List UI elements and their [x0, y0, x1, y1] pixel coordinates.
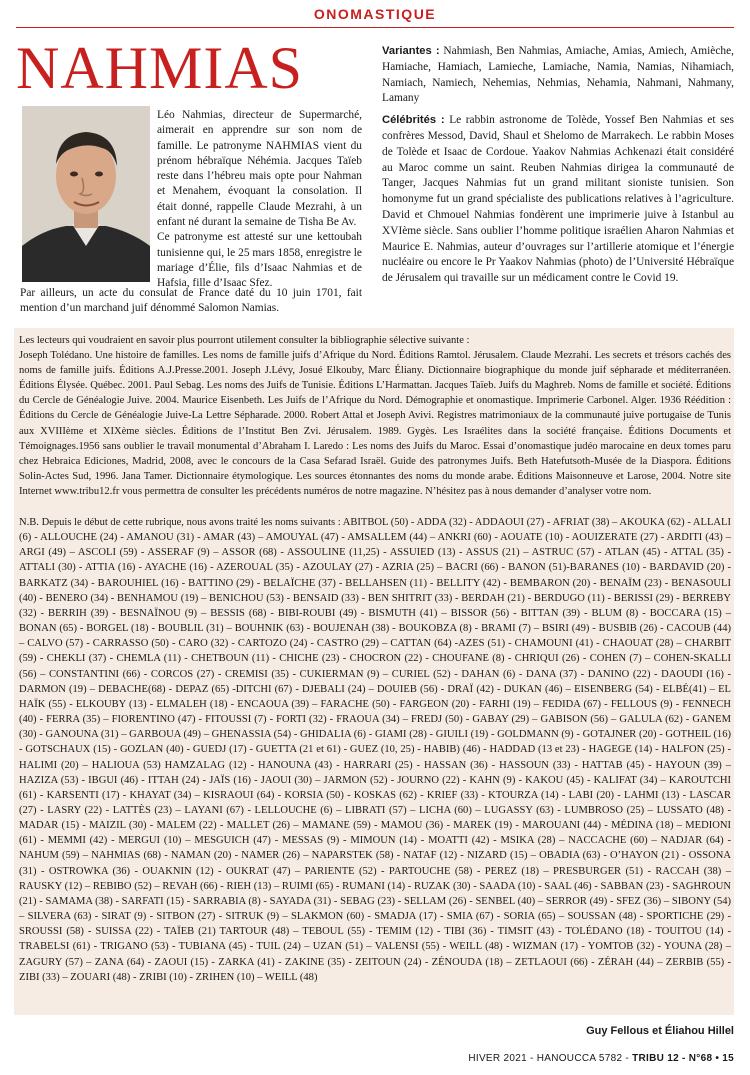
bio-text	[157, 108, 362, 292]
bio-paragraph: Léo Nahmias, directeur de Supermarché, aimerait en apprendre sur son nom de famille. Le patronyme NAHMIAS vient du prénom hébraïque Néhémia. Jacques Taïeb reste dans l’hébreu mais opte pour Nahman et Menahem, évoquant la consolation. Il était donné, rappelle Claude Mezrahi, à un enfant né durant la semaine de Tisha Be Av.	[157, 109, 362, 229]
right-column	[382, 44, 734, 293]
celebrities-text: Le rabbin astronome de Tolède, Yossef Ben Nahmias et ses confrères Messod, David, Shaul et Shelomo de Marrakech. Le rabbin Moses de Tolède et Isaac de Cordoue. Yaakov Nahmias Achkenazi était considéré au Maroc comme un saint. Reuben Nahmias dirigea la communauté de Tanger, Jacques Nahmias fut un grand militant sioniste tunisien. Son homonyme fut un grand spécialiste des publications relatives à l’agriculture. David et Chmouel Nahmias fondèrent une imprimerie juive à Istanbul au XVIème siècle. Sans oublier l’homme politique israélien Aharon Nahmias et Maurice E. Nahmias, auteur d’ouvrages sur l’artillerie atomique et l’énergie nucléaire ou encore le Pr Yaakov Nahmias (photo) de l’Université Hébraïque de Jérusalem qui travaille sur un médicament contre le Covid 19.	[382, 114, 734, 285]
treated-names-list: N.B. Depuis le début de cette rubrique, nous avons traité les noms suivants : ABITBOL (50) - ADDA (32) - ADDAOUI (27) - AFRIAT (38) – AKOUKA (62) - ALLALI (6) - ALLOUCHE (24) - AMANOU (31) - AMAR (43) – AMOUYAL (47) - AMSALLEM (44) – ANKRI (60) - AOUATE (10) - AOUIZERATE (27) - ARDITI (43) – ARGI (49) – ASCOLI (59) - ASSERAF (9) – ASSOR (68) - ASSOULINE (11,25) - ASSUIED (13) - ASSUS (21) – ASTRUC (57) - ATLAN (45) - ATTAL (35) - ATTALI (30) - ATTIA (16) - AYACHE (16) - AZEROUAL (35) - AZOULAY (27) - AZRIA (25) – BACRI (66) - BANON (51)-BARANES (10) - BARDAVID (20) - BARKATZ (34) - BAROUHIEL (16) - BATTINO (29) - BELAÏCHE (37) - BELLAHSEN (11) - BELLITY (42) - BEMBARON (20) - BENAÏM (23) - BENASOULI (40) - BENERO (34) - BENHAMOU (19) – BENICHOU (53) - BENSAID (33) - BEN SHITRIT (33) - BERDAH (21) - BERDUGO (11) - BERISSI (29) - BERREBY (32) - BERRIH (39) - BESNAÏNOU (9) – BESSIS (68) - BIBI-ROUBI (49) - BISMUTH (41) – BISSOR (56) - BITTAN (39) - BLUM (8) - BOCCARA (15) – BONAN (65) - BORGEL (18) - BOUBLIL (31) – BOUHNIK (63) - BOUJENAH (38) - BOUKOBZA (8) - BRAMI (7) – BSIRI (49) - BUSBIB (26) - CACOUB (44) – CALVO (57) - CARRASSO (50) - CARO (32) - CARTOZO (24) - CASTRO (29) – CATTAN (64) -AZES (51) - CHAMOUNI (41) - CHAOUAT (28) – CHARBIT (59) - CHEKLI (37) - CHEMLA (11) - CHETBOUN (11) - CHICHE (23) - CHOCRON (22) - CHOUFANE (8) - CHRIQUI (26) - COHEN (7) – COHEN-SKALLI (56) – CONSTANTINI (66) - CORCOS (27) - CREMISI (35) - CUKIERMAN (9) – CURIEL (52) - DAHAN (6) - DANA (37) - DANINO (22) - DAOUDI (16) - DARMON (19) – DEBACHE(68) - DEPAZ (65) -DITCHI (67) - DJEBALI (24) – DOUIEB (56) - DRAÏ (42) - DUKAN (46) – EISENBERG (54) - ELBÉ(41) – EL HAÏK (55) - ELKOUBY (13) - ELMALEH (18) - ENCAOUA (39) – FARACHE (50) - FARGEON (20) - FARHI (19) – FEDIDA (67) - FELLOUS (9) - FENNECH (40) - FERRA (35) – FIORENTINO (47) - FITOUSSI (7) - FORTI (32) - FRAOUA (34) – FREDJ (50) - GABAY (29) – GABISON (56) – GALULA (62) - GANEM (30) - GANOUNA (31) – GARBOUA (49) – GHENASSIA (54) - GHIDALIA (6) - GIAMI (28) - GIUILI (19) - GOLDMANN (9) - GOTAJNER (20) - GOTHEIL (16) - GOTSCHAUX (15) - GOZLAN (40) - GUEDJ (17) - GUETTA (21 et 61) - GUEZ (10, 25) - HABIB) (46) - HADDAD (13 et 23) - HAGEGE (14) - HALFON (25) - HALIMI (20) – HALIOUA (53) HAMZALAG (12) - HANOUNA (43) - HARRARI (25) - HASSAN (36) - HASSOUN (33) - HATTAB (45) - HAYOUN (39) – HAZIZA (53) - IBGUI (46) - ITTAH (24) - JAÏS (16) - JAOUI (30) – JARMON (52) - JOURNO (22) - KAHN (9) - KAKOU (45) - KALIFAT (34) – KAROUTCHI (61) - KARSENTI (17) - KHAYAT (34) – KISRAOUI (64) - KORSIA (50) - KOSKAS (62) - KRIEF (33) - KTOURZA (14) - LABI (20) - LAHMI (13) - LASCAR (27) - LASRY (22) - LATTÈS (23) – LAYANI (67) - LELLOUCHE (6) – LIBRATI (57) – LICHA (60) – LUGASSY (63) - LUMBROSO (25) – LUSSATO (48) - MADAR (15) - MAIZIL (30) - MALEM (22) - MALLET (26) – MAMANE (59) - MAMOU (36) - MAREK (19) - MAROUANI (44) - MÉDINA (18) – MEDIONI (61) - MEMMI (42) - MERGUI (10) – MESGUICH (47) - MESSAS (9) - MIMOUN (14) - MOATTI (42) - MSIKA (28) – NACCACHE (60) – NADJAR (64) - NAHUM (59) – NAHMIAS (68) - NAMAN (20) - NAMER (26) – NAPARSTEK (58) - NATAF (12) - NIZARD (15) – OBADIA (63) - O’HAYON (21) - OSSONA (31) - OSTROWKA (36) - OUAKNIN (12) - OUKRAT (47) – PARIENTE (52) - PARTOUCHE (58) - PEREZ (18) – PRESBURGER (51) - RACCAH (38) – RAUSKY (12) – REBIBO (52) – REVAH (66) - RIEH (13) – RUIMI (65) - RUMANI (14) - RUZAK (30) - SAADA (10) - SAAL (46) - SABBAN (23) - SAGHROUN (21) - SAMAMA (38) - SARFATI (15) - SARRABIA (8) - SAYADA (31) - SEBAG (23) - SELLAM (26) - SENBEL (40) – SERROR (49) - SFEZ (36) – SIBONY (54) – SILVERA (63) - SIRAT (9) - SITBON (27) - SITRUK (9) – SLAKMON (60) - SMADJA (17) - SMIA (67) - SORIA (65) – SOUSSAN (48) - SPORTICHE (29) - SROUSSI (58) - SUISSA (22) - TAÏEB (21) TARTOUR (48) – TEBOUL (55) - TEMIM (12) - TIBI (36) - TIMSIT (43) - TOLÉDANO (18) - TOUITOU (14) - TRABELSI (61) - TRIGANO (53) - TUBIANA (45) - TUIL (24) – UZAN (51) – VALENSI (55) - WEILL (48) - WIZMAN (17) - YOMTOB (32) - YOUNA (28) – ZAGURY (57) – ZANA (64) - ZAOUI (15) - ZARKA (41) - ZAKINE (35) - ZEITOUN (24) - ZÉNOUDA (18) – ZETLAOUI (66) - ZÉRAH (44) – ZERBIB (55) - ZIBI (33) – ZOUARI (48) - ZRIBI (10) - ZRIHEN (10) – WEILL (48)	[19, 517, 731, 983]
variants-label: Variantes :	[382, 45, 440, 57]
celebrities-paragraph	[382, 113, 734, 287]
rubric-divider	[16, 27, 734, 28]
section-rubric: ONOMASTIQUE	[313, 6, 437, 22]
footer-issue: HIVER 2021 - HANOUCCA 5782 -	[468, 1053, 630, 1064]
bibliography-intro: Les lecteurs qui voudraient en savoir plus pourront utilement consulter la bibliographie sélective suivante :	[19, 335, 470, 346]
bibliography	[19, 333, 731, 499]
portrait-illustration	[22, 106, 150, 282]
portrait-photo	[22, 106, 150, 282]
bio-paragraph: Par ailleurs, un acte du consulat de France daté du 10 juin 1701, fait mention d’un marchand juif dénommé Salomon Namias.	[20, 287, 362, 315]
variants-paragraph	[382, 44, 734, 107]
bio-paragraph: Ce patronyme est attesté sur une kettoubah tunisienne qui, le 25 mars 1858, enregistre le mariage d’Élie, fils d’Isaac Nahmias et de Hafsia, fille d’Isaac Sfez.	[157, 231, 362, 290]
celebrities-label: Célébrités :	[382, 114, 445, 127]
bibliography-text: Joseph Tolédano. Une histoire de familles. Les noms de famille juifs d’Afrique du Nord. Éditions Ramtol. Jérusalem. Claude Mezrahi. Les secrets et trésors cachés des noms de famille juifs. Éditions A.J.Presse.2001. Joseph J.Lévy, Josué Elkouby, Marc Éliany. Dictionnaire biographique du monde juif sépharade et méditerranéen. Éditions Élysée. Québec. 2001. Paul Sebag. Les noms des Juifs de Tunisie. Éditions L’Harmattan. Jacques Taïeb. Juifs du Maghreb. Noms de famille et société. Éditions du Cercle de Généalogie Juive. 2004. Maurice Eisenbeth. Les Juifs de l’Afrique du Nord. Démographie et onomastique. Imprimerie Carbonel. Alger. 1936 Réédition : Éditions du Cercle de Généalogie Juive-La Lettre Sépharade. 2000. Robert Attal et Joseph Avivi. Registres matrimoniaux de la communauté juive portugaise de Tunis aux XVIIIème et XIXème siècles. Éditions de l’Institut Ben Zvi. Jérusalem. 1989. Gygès. Les Israélites dans la société française. Éditions Documents et Témoignages.1956 sans oublier le travail monumental d’Abraham I. Laredo : Les noms des Juifs du Maroc. Essai d’onomastique judéo marocaine en deux tomes paru chez Hebraica Ediciones, Madrid, 2008, avec le concours de la Casa Sefarad Israël. Guide des patronymes Juifs. Beth Hatefutsoth-Musée de la Diaspora. Éditions Solin-Actes Sud, 1996. Jana Tamer. Dictionnaire étymologique. Les sources étonnantes des noms du monde arabe. Éditions Maisonneuve et Larose, 2004. Notre site Internet www.tribu12.fr vous permettra de consulter les précédents numéros de notre magazine. N’hésitez pas à nous demander d’analyser votre nom.	[19, 350, 731, 497]
article-title: NAHMIAS	[16, 35, 304, 101]
footer-magazine: TRIBU 12 - N°68 • 15	[632, 1053, 734, 1064]
author-signature: Guy Fellous et Éliahou Hillel	[586, 1025, 734, 1037]
variants-text: Nahmiash, Ben Nahmias, Amiache, Amias, Amiech, Amièche, Hamiache, Hamiach, Lamieche, Lamiache, Namia, Namias, Nihamiach, Namiach, Namiech, Nehemias, Nehmias, Nehamia, Nahmani, Nahmany, Lamany	[382, 45, 734, 105]
page-footer	[468, 1053, 734, 1064]
